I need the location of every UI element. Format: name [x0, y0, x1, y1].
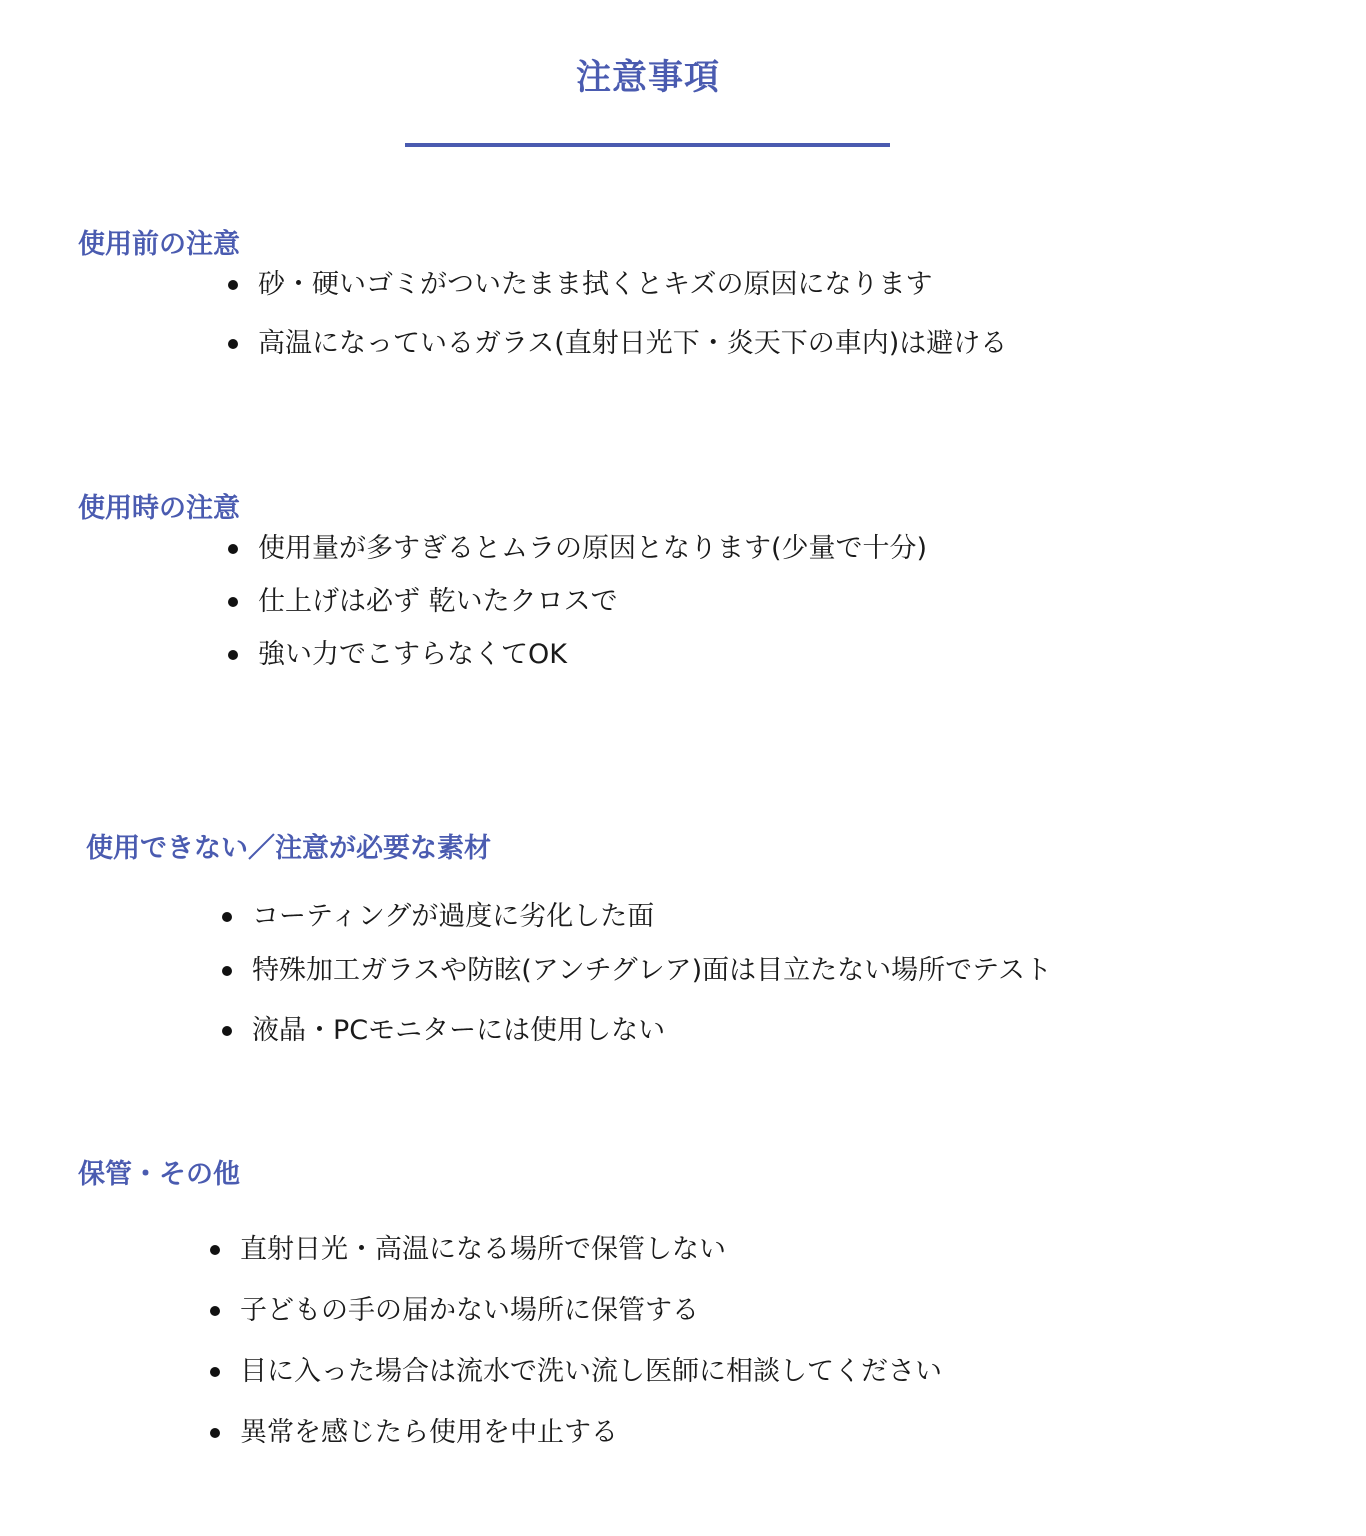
bullet-icon — [228, 280, 238, 290]
bullet-icon — [222, 966, 232, 976]
list-materials — [222, 900, 1052, 1048]
bullet-icon — [210, 1428, 220, 1438]
section-heading-storage: 保管・その他 — [78, 1159, 240, 1190]
page-title: 注意事項 — [575, 58, 720, 98]
bullet-icon — [228, 650, 238, 660]
bullet-icon — [210, 1306, 220, 1316]
list-item: 直射日光・高温になる場所で保管しない — [210, 1233, 942, 1267]
list-item: 特殊加工ガラスや防眩(アンチグレア)面は目立たない場所でテスト — [222, 954, 1052, 988]
list-item: 高温になっているガラス(直射日光下・炎天下の車内)は避ける — [228, 327, 1007, 361]
bullet-icon — [228, 339, 238, 349]
bullet-icon — [222, 912, 232, 922]
section-heading-materials: 使用できない／注意が必要な素材 — [86, 833, 491, 864]
list-during-use — [228, 532, 927, 672]
list-item: コーティングが過度に劣化した面 — [222, 900, 1052, 934]
bullet-icon — [228, 544, 238, 554]
list-storage — [210, 1233, 942, 1450]
list-item: 子どもの手の届かない場所に保管する — [210, 1294, 942, 1328]
bullet-icon — [210, 1245, 220, 1255]
list-item: 仕上げは必ず 乾いたクロスで — [228, 585, 927, 619]
list-item: 液晶・PCモニターには使用しない — [222, 1014, 1052, 1048]
list-item: 砂・硬いゴミがついたまま拭くとキズの原因になります — [228, 268, 1007, 302]
list-item: 異常を感じたら使用を中止する — [210, 1416, 942, 1450]
list-before-use — [228, 268, 1007, 361]
title-underline — [405, 143, 890, 147]
list-item: 目に入った場合は流水で洗い流し医師に相談してください — [210, 1355, 942, 1389]
bullet-icon — [222, 1026, 232, 1036]
list-item: 強い力でこすらなくてOK — [228, 638, 927, 672]
list-item: 使用量が多すぎるとムラの原因となります(少量で十分) — [228, 532, 927, 566]
section-heading-before-use: 使用前の注意 — [78, 229, 240, 260]
bullet-icon — [210, 1367, 220, 1377]
section-heading-during-use: 使用時の注意 — [78, 493, 240, 524]
bullet-icon — [228, 597, 238, 607]
